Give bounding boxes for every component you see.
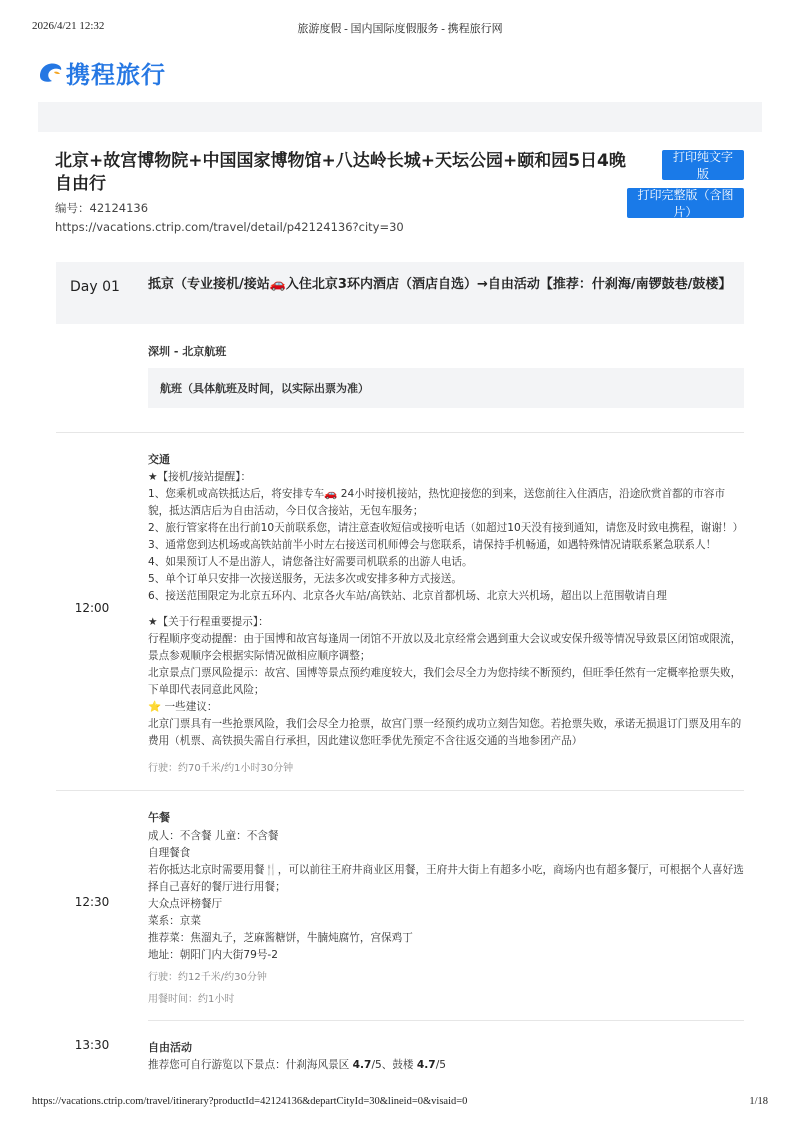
footer-url: https://vacations.ctrip.com/travel/itinerary?productId=42124136&departCityId=30&lineid=0&visaid=0: [32, 1096, 468, 1107]
transport-title: 交通: [148, 453, 170, 466]
notice-line: ★【关于行程重要提示】：: [148, 616, 269, 628]
print-header: [32, 20, 768, 36]
product-url[interactable]: https://vacations.ctrip.com/travel/detail/p42124136?city=30: [55, 220, 404, 234]
transport-line: ★【接机/接站提醒】：: [148, 471, 252, 483]
free-activity-recommend: [148, 1057, 744, 1074]
free-activity-time: 13:30: [74, 1038, 110, 1052]
recommend-suffix: /5: [435, 1059, 446, 1071]
divider: [56, 432, 744, 433]
transport-drive-info: 行驶：约70千米/约1小时30分钟: [148, 763, 294, 774]
transport-line: 5、单个订单只安排一次接送服务，无法多次或安排多种方式接送。: [148, 573, 462, 585]
dolphin-logo-icon: [36, 58, 64, 86]
flight-note: 航班（具体航班及时间，以实际出票为准）: [160, 382, 369, 395]
print-footer: [32, 1096, 768, 1112]
print-text-button[interactable]: 打印纯文字版: [662, 150, 744, 180]
print-datetime: 2026/4/21 12:32: [32, 20, 105, 32]
lunch-details: [148, 828, 744, 964]
lunch-line: 菜系：京菜: [148, 915, 201, 927]
product-code: 编号：42124136: [55, 201, 149, 215]
notice-line: 北京门票具有一些抢票风险，我们会尽全力抢票，故宫门票一经预约成功立刻告知您。若抢票失败，承诺无损退订门票及用车的费用（机票、高铁损失需自行承担，因此建议您旺季优先预定不含往返交通的当地参团产品）: [148, 718, 742, 747]
notice-line: ⭐ 一些建议：: [148, 701, 218, 713]
flight-info-box: [148, 368, 744, 408]
flight-route: 深圳 - 北京航班: [148, 345, 227, 358]
logo-text: 携程旅行: [66, 60, 166, 89]
lunch-title: 午餐: [148, 811, 170, 824]
lunch-line: 地址：朝阳门内大街79号-2: [148, 949, 278, 961]
print-page-title: 旅游度假 - 国内国际度假服务 - 携程旅行网: [297, 23, 503, 35]
lunch-line: 大众点评榜餐厅: [148, 898, 223, 910]
lunch-line: 推荐菜：焦溜丸子，芝麻酱糖饼，牛腩炖腐竹，宫保鸡丁: [148, 932, 413, 944]
lunch-time: 12:30: [74, 895, 110, 909]
divider: [148, 1020, 744, 1021]
transport-line: 2、旅行管家将在出行前10天前联系您，请注意查收短信或接听电话（如超过10天没有接到通知，请您及时致电携程，谢谢！）: [148, 522, 744, 534]
notice-line: 行程顺序变动提醒：由于国博和故宫每逢周一闭馆不开放以及北京经常会遇到重大会议或安保升级等情况导致景区闭馆或限流，景点参观顺序会根据实际情况做相应顺序调整；: [148, 633, 742, 662]
divider: [56, 790, 744, 791]
transport-details: [148, 469, 744, 750]
day-title: 抵京（专业接机/接站🚗入住北京3环内酒店（酒店自选）→自由活动【推荐：什刹海/南锣鼓巷/鼓楼】: [148, 277, 732, 292]
product-title: 北京+故宫博物院+中国国家博物馆+八达岭长城+天坛公园+颐和园5日4晚自由行: [55, 151, 626, 194]
transport-line: 6、接送范围限定为北京五环内、北京各火车站/高铁站、北京首都机场、北京大兴机场，超出以上范围敬请自理: [148, 590, 667, 602]
lunch-drive-info: 行驶：约12千米/约30分钟: [148, 972, 267, 983]
transport-line: 3、通常您到达机场或高铁站前半小时左右接送司机师傅会与您联系，请保持手机畅通，如遇特殊情况请联系紧急联系人！: [148, 539, 717, 551]
free-activity-title: 自由活动: [148, 1041, 192, 1054]
rating-gulou: 4.7: [416, 1059, 436, 1071]
notice-line: 北京景点门票风险提示：故宫、国博等景点预约难度较大，我们会尽全力为您持续不断预约，但旺季任然有一定概率抢票失败，下单即代表同意此风险；: [148, 667, 742, 696]
lunch-line: 自理餐食: [148, 847, 191, 859]
nav-bar-placeholder: [38, 102, 762, 132]
rating-shichahai: 4.7: [352, 1059, 372, 1071]
footer-page-number: 1/18: [749, 1096, 768, 1107]
lunch-line: 若你抵达北京时需要用餐🍴，可以前往王府井商业区用餐，王府井大街上有超多小吃，商场内也有超多餐厅，可根据个人喜好选择自己喜好的餐厅进行用餐；: [148, 864, 744, 893]
transport-line: 4、如果预订人不是出游人，请您备注好需要司机联系的出游人电话。: [148, 556, 473, 568]
day-label: Day 01: [70, 279, 120, 295]
lunch-duration: 用餐时间：约1小时: [148, 994, 235, 1005]
lunch-line: 成人：不含餐 儿童：不含餐: [148, 830, 279, 842]
transport-line: 1、您乘机或高铁抵达后，将安排专车🚗 24小时接机接站，热忱迎接您的到来，送您前往入住酒店，沿途欣赏首都的市容市貌，抵达酒店后为自由活动，今日仅含接站，无包车服务；: [148, 488, 726, 517]
recommend-text: 推荐您可自行游览以下景点：什刹海风景区: [148, 1059, 350, 1071]
print-full-button[interactable]: 打印完整版（含图片）: [627, 188, 744, 218]
ctrip-logo[interactable]: [36, 56, 166, 88]
recommend-sep: /5、鼓楼: [371, 1059, 414, 1071]
day-header: [56, 262, 744, 324]
transport-time: 12:00: [74, 601, 110, 615]
